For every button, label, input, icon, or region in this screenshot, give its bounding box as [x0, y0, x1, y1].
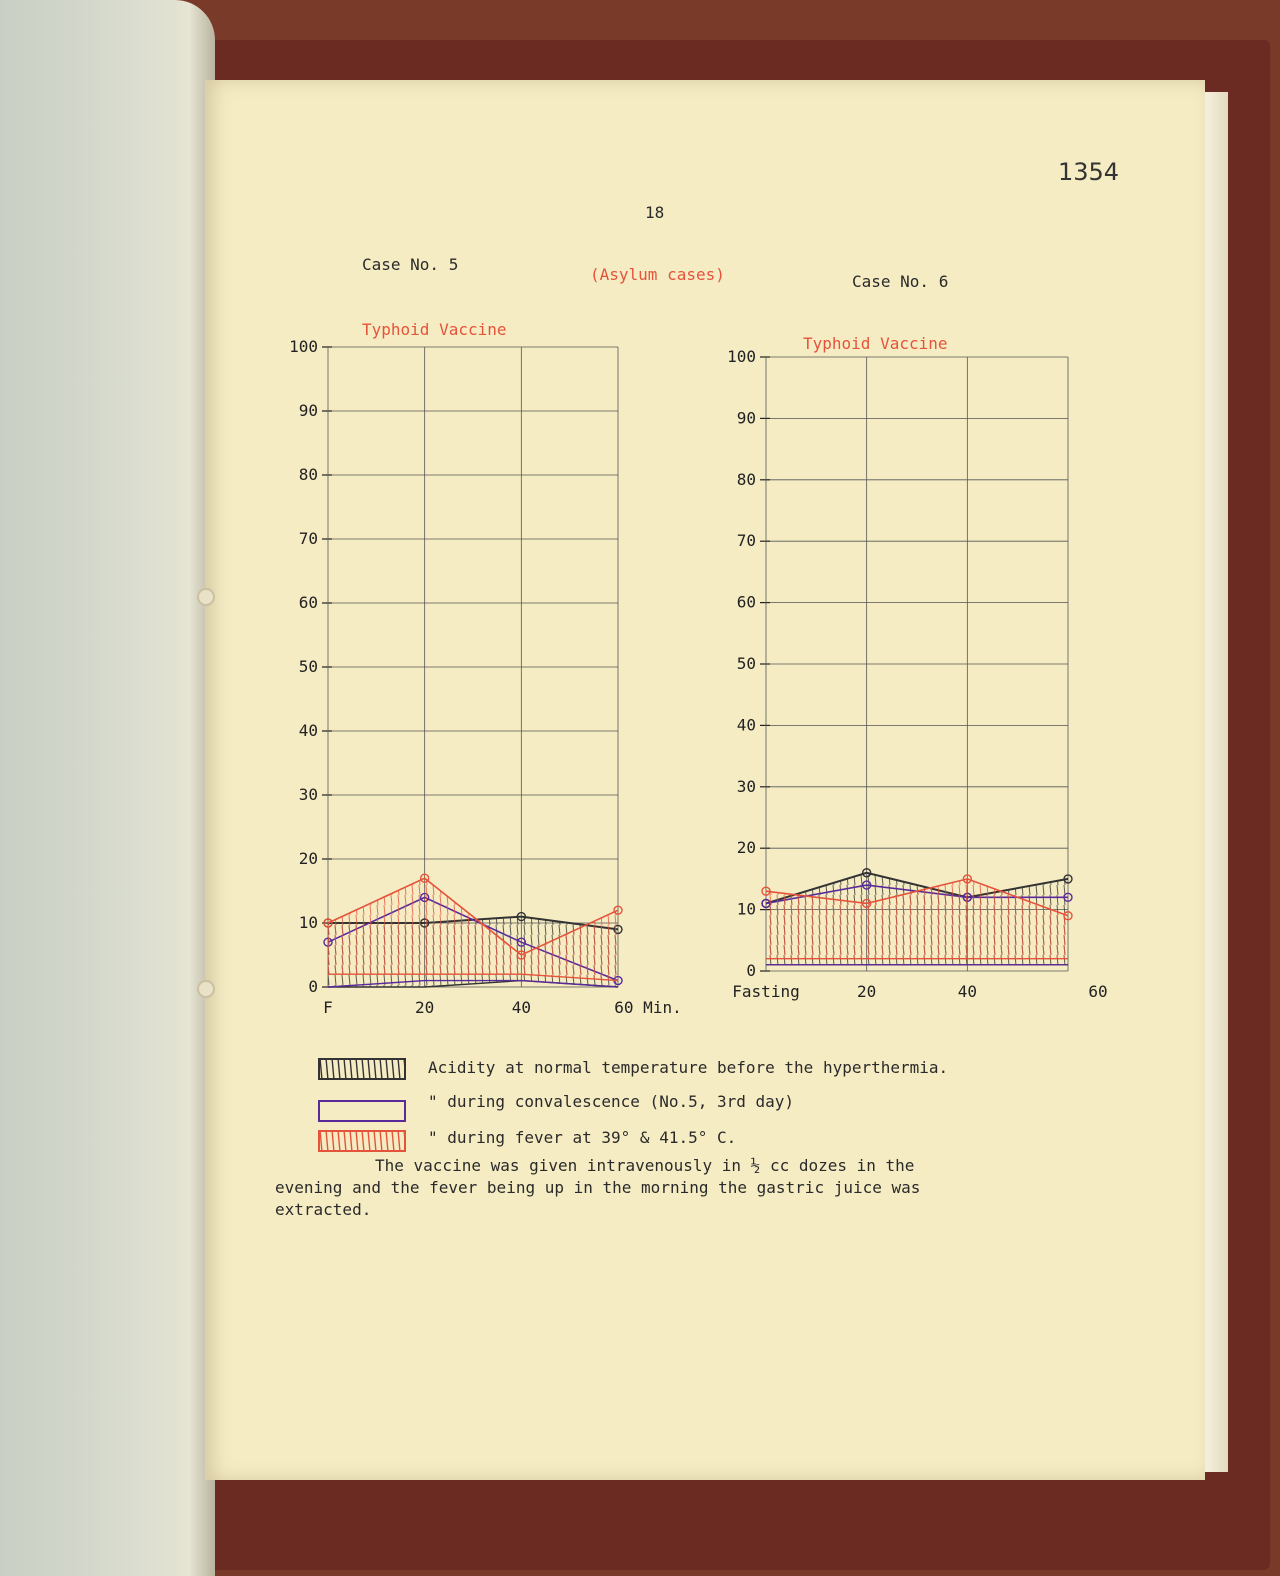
legend-swatch-normal — [318, 1058, 406, 1080]
y-tick-label: 20 — [736, 838, 756, 858]
case-label-6: Case No. 6 — [852, 272, 949, 291]
grid — [322, 347, 618, 987]
case-label-5: Case No. 5 — [362, 255, 459, 274]
x-tick-label: 40 — [511, 998, 531, 1017]
y-tick-label: 10 — [298, 913, 318, 932]
facing-page — [0, 0, 215, 1576]
y-tick-label: 70 — [298, 529, 318, 548]
y-tick-label: 70 — [736, 531, 756, 551]
y-tick-label: 30 — [298, 785, 318, 804]
y-tick-label: 20 — [298, 849, 318, 868]
legend-text-fever: " during fever at 39° & 41.5° C. — [428, 1128, 737, 1147]
x-tick-label: 60 — [1088, 982, 1108, 1001]
y-tick-label: 50 — [736, 654, 756, 673]
chart-case-6 — [712, 345, 1108, 1015]
y-tick-label: 80 — [298, 465, 318, 484]
legend-swatch-convalescence — [318, 1100, 406, 1122]
y-tick-label: 50 — [298, 657, 318, 676]
binding-hole — [197, 980, 215, 998]
note-paragraph — [275, 1155, 1115, 1221]
y-tick-label: 60 — [298, 593, 318, 612]
y-tick-label: 0 — [308, 977, 318, 996]
x-tick-label: 60 Min. — [614, 998, 682, 1017]
y-tick-label: 40 — [298, 721, 318, 740]
y-tick-label: 80 — [736, 469, 756, 489]
page-number: 18 — [645, 203, 665, 222]
chart-case-5 — [270, 335, 682, 1025]
y-tick-label: 30 — [736, 776, 756, 796]
x-tick-label: 20 — [857, 982, 877, 1001]
y-tick-label: 0 — [746, 961, 756, 980]
x-tick-label: 40 — [957, 982, 977, 1001]
y-tick-label: 100 — [727, 347, 756, 366]
legend-text-normal: Acidity at normal temperature before the hyperthermia. — [428, 1058, 949, 1077]
y-tick-label: 60 — [736, 592, 756, 612]
group-label: (Asylum cases) — [590, 265, 725, 284]
y-tick-label: 40 — [736, 715, 756, 735]
x-tick-label: F — [323, 998, 333, 1017]
legend-text-convalescence: " during convalescence (No.5, 3rd day) — [428, 1092, 795, 1111]
y-tick-label: 90 — [736, 408, 756, 428]
x-tick-label: 20 — [415, 998, 435, 1017]
note-line-2: evening and the fever being up in the morning the gastric juice was — [275, 1178, 921, 1197]
chart-subtitle-2: Typhoid Vaccine — [803, 334, 948, 353]
archive-number: 1354 — [1058, 158, 1120, 186]
chart-subtitle-1: Typhoid Vaccine — [362, 320, 507, 339]
legend-swatch-fever — [318, 1130, 406, 1152]
x-tick-label: Fasting — [732, 982, 800, 1001]
y-tick-label: 10 — [736, 899, 756, 919]
binding-hole — [197, 588, 215, 606]
note-line-1: The vaccine was given intravenously in ½ cc dozes in the — [375, 1156, 915, 1175]
y-tick-label: 90 — [298, 401, 318, 420]
note-line-3: extracted. — [275, 1200, 372, 1219]
grid — [760, 357, 1068, 971]
y-tick-label: 100 — [289, 337, 318, 356]
